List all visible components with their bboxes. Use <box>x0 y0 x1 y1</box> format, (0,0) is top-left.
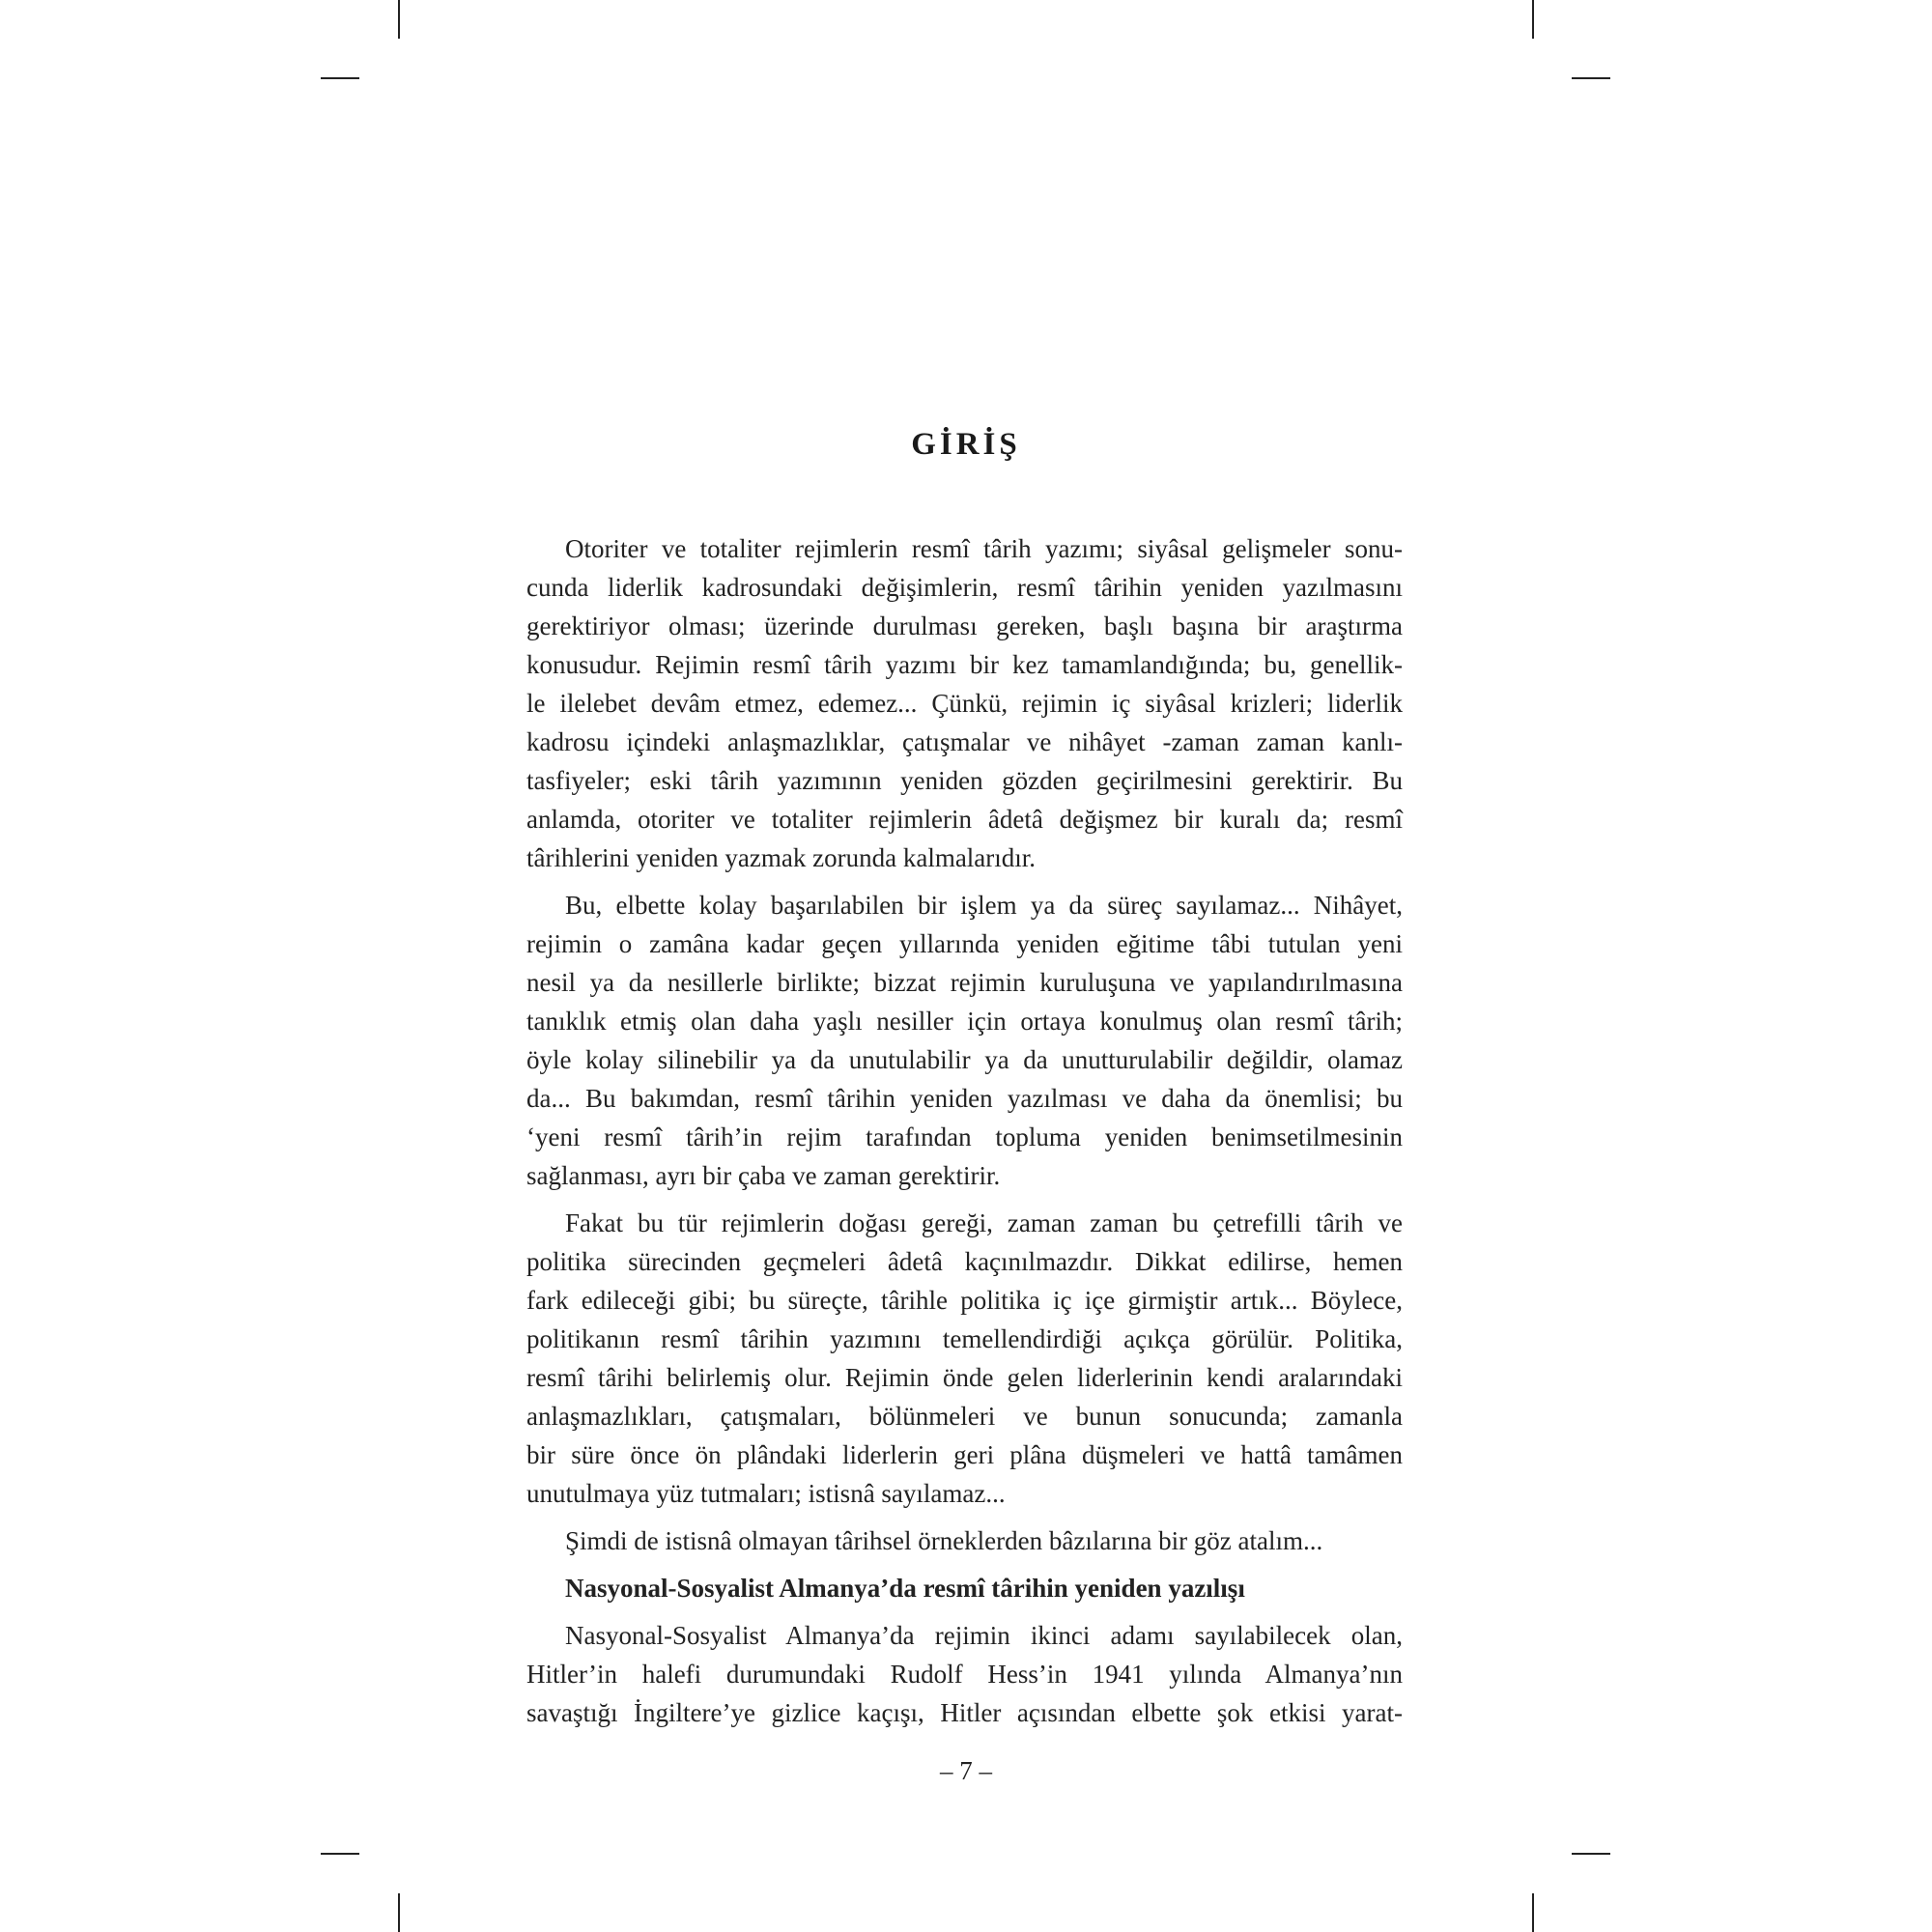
page-number: – 7 – <box>940 1756 992 1785</box>
text-line: tanıklık etmiş olan daha yaşlı nesiller için ortaya konulmuş olan resmî târih; <box>526 1007 1403 1036</box>
text-line: Otoriter ve totaliter rejimlerin resmî târih yazımı; siyâsal gelişmeler sonu- <box>565 534 1403 563</box>
text-line: Fakat bu tür rejimlerin doğası gereği, zaman zaman bu çetrefilli târih ve <box>565 1208 1403 1237</box>
crop-mark-top-right-vertical <box>1532 0 1534 39</box>
text-line: öyle kolay silinebilir ya da unutulabilir ya da unutturulabilir değildir, olamaz <box>526 1045 1403 1074</box>
text-line: Hitler’in halefi durumundaki Rudolf Hess’in 1941 yılında Almanya’nın <box>526 1660 1403 1689</box>
text-line: politika sürecinden geçmeleri âdetâ kaçınılmazdır. Dikkat edilirse, hemen <box>526 1247 1403 1276</box>
text-line: gerektiriyor olması; üzerinde durulması gereken, başlı başına bir araştırma <box>526 611 1403 640</box>
paragraph-5 <box>526 1616 1403 1732</box>
text-line: nesil ya da nesillerle birlikte; bizzat rejimin kuruluşuna ve yapılandırılmasına <box>526 968 1403 997</box>
text-line: ‘yeni resmî târih’in rejim tarafından topluma yeniden benimsetilmesinin <box>526 1122 1403 1151</box>
text-line: kadrosu içindeki anlaşmazlıklar, çatışmalar ve nihâyet -zaman zaman kanlı- <box>526 727 1403 756</box>
text-line: unutulmaya yüz tutmaları; istisnâ sayılamaz... <box>526 1479 1006 1508</box>
text-line: târihlerini yeniden yazmak zorunda kalmalarıdır. <box>526 843 1037 872</box>
text-line: Nasyonal-Sosyalist Almanya’da rejimin ikinci adamı sayılabilecek olan, <box>565 1621 1403 1650</box>
text-line: konusudur. Rejimin resmî târih yazımı bir kez tamamlandığında; bu, genellik- <box>526 650 1403 679</box>
crop-mark-bottom-right-vertical <box>1532 1893 1534 1932</box>
page-title: GİRİŞ <box>911 427 1021 463</box>
paragraph-4 <box>526 1521 1403 1560</box>
text-line: sağlanması, ayrı bir çaba ve zaman gerektirir. <box>526 1161 1001 1190</box>
text-line: le ilelebet devâm etmez, edemez... Çünkü, rejimin iç siyâsal krizleri; liderlik <box>526 689 1403 718</box>
text-line: Şimdi de istisnâ olmayan târihsel örneklerden bâzılarına bir göz atalım... <box>565 1526 1323 1555</box>
crop-mark-bottom-left-horizontal <box>321 1853 359 1855</box>
text-line: politikanın resmî târihin yazımını temellendirdiği açıkça görülür. Politika, <box>526 1324 1403 1353</box>
text-line: bir süre önce ön plândaki liderlerin geri plâna düşmeleri ve hattâ tamâmen <box>526 1440 1403 1469</box>
text-line: cunda liderlik kadrosundaki değişimlerin, resmî târihin yeniden yazılmasını <box>526 573 1403 602</box>
body-text <box>526 529 1403 1741</box>
crop-mark-top-left-vertical <box>398 0 400 39</box>
paragraph-1 <box>526 529 1403 877</box>
text-line: anlamda, otoriter ve totaliter rejimlerin âdetâ değişmez bir kuralı da; resmî <box>526 805 1403 834</box>
text-line: Bu, elbette kolay başarılabilen bir işlem ya da süreç sayılamaz... Nihâyet, <box>565 891 1403 920</box>
text-line: anlaşmazlıkları, çatışmaları, bölünmeleri ve bunun sonucunda; zamanla <box>526 1402 1403 1431</box>
text-line: resmî târihi belirlemiş olur. Rejimin önde gelen liderlerinin kendi aralarındaki <box>526 1363 1403 1392</box>
crop-mark-top-left-horizontal <box>321 77 359 79</box>
crop-mark-bottom-right-horizontal <box>1572 1853 1610 1855</box>
section-heading: Nasyonal-Sosyalist Almanya’da resmî târihin yeniden yazılışı <box>565 1574 1245 1603</box>
text-line: tasfiyeler; eski târih yazımının yeniden gözden geçirilmesini gerektirir. Bu <box>526 766 1403 795</box>
paragraph-3 <box>526 1204 1403 1513</box>
text-line: fark edileceği gibi; bu süreçte, târihle politika iç içe girmiştir artık... Böylece, <box>526 1286 1403 1315</box>
text-line: rejimin o zamâna kadar geçen yıllarında yeniden eğitime tâbi tutulan yeni <box>526 929 1403 958</box>
text-line: da... Bu bakımdan, resmî târihin yeniden yazılması ve daha da önemlisi; bu <box>526 1084 1403 1113</box>
paragraph-2 <box>526 886 1403 1195</box>
crop-mark-top-right-horizontal <box>1572 77 1610 79</box>
crop-mark-bottom-left-vertical <box>398 1893 400 1932</box>
text-line: savaştığı İngiltere’ye gizlice kaçışı, Hitler açısından elbette şok etkisi yarat- <box>526 1698 1403 1727</box>
